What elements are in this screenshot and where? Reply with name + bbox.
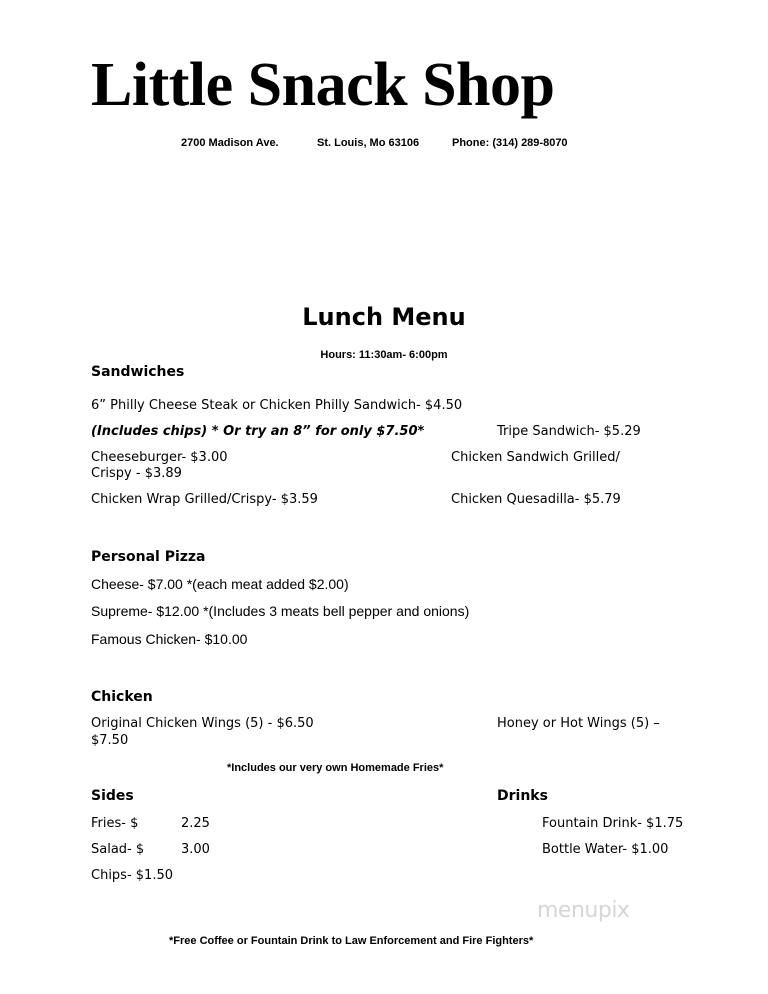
shop-name: Little Snack Shop	[91, 51, 555, 119]
watermark: menupix	[537, 898, 630, 923]
menu-item-tripe: Tripe Sandwich- $5.29	[497, 424, 641, 439]
menu-title: Lunch Menu	[302, 303, 466, 331]
menu-item-salad: Salad- $	[91, 842, 145, 857]
menu-item-philly: 6” Philly Cheese Steak or Chicken Philly Sandwich- $4.50	[91, 398, 463, 413]
menu-item-fries-price: 2.25	[181, 816, 210, 831]
menu-item-fries: Fries- $	[91, 816, 139, 831]
menu-item-chicken-wrap: Chicken Wrap Grilled/Crispy- $3.59	[91, 492, 318, 507]
menu-item-bottle-water: Bottle Water- $1.00	[542, 842, 669, 857]
menu-item-famous-chicken: Famous Chicken- $10.00	[91, 631, 248, 647]
shop-city: St. Louis, Mo 63106	[317, 137, 420, 149]
drinks-heading: Drinks	[497, 788, 548, 804]
fries-note: *Includes our very own Homemade Fries*	[227, 762, 444, 774]
menu-item-honey-wings: Honey or Hot Wings (5) –	[497, 716, 660, 731]
sides-heading: Sides	[91, 788, 134, 804]
menu-item-honey-wings-price: $7.50	[91, 733, 129, 748]
menu-item-fountain-drink: Fountain Drink- $1.75	[542, 816, 684, 831]
menu-item-chicken-wings: Original Chicken Wings (5) - $6.50	[91, 716, 314, 731]
shop-address: 2700 Madison Ave.	[181, 137, 279, 149]
footer-note: *Free Coffee or Fountain Drink to Law Enforcement and Fire Fighters*	[169, 935, 534, 947]
chicken-heading: Chicken	[91, 689, 153, 705]
menu-item-philly-note: (Includes chips) * Or try an 8” for only $7.50*	[91, 424, 425, 439]
menu-item-supreme-pizza: Supreme- $12.00 *(Includes 3 meats bell pepper and onions)	[91, 603, 470, 619]
pizza-heading: Personal Pizza	[91, 549, 206, 565]
menu-item-chicken-sandwich-price: Crispy - $3.89	[91, 466, 182, 481]
shop-phone: Phone: (314) 289-8070	[452, 137, 568, 149]
menu-item-chips: Chips- $1.50	[91, 868, 173, 883]
menu-hours: Hours: 11:30am- 6:00pm	[320, 349, 448, 361]
menu-item-chicken-sandwich: Chicken Sandwich Grilled/	[451, 450, 620, 465]
sandwiches-heading: Sandwiches	[91, 364, 185, 380]
menu-item-salad-price: 3.00	[181, 842, 210, 857]
menu-item-quesadilla: Chicken Quesadilla- $5.79	[451, 492, 621, 507]
menu-item-cheese-pizza: Cheese- $7.00 *(each meat added $2.00)	[91, 576, 349, 592]
menu-item-cheeseburger: Cheeseburger- $3.00	[91, 450, 228, 465]
